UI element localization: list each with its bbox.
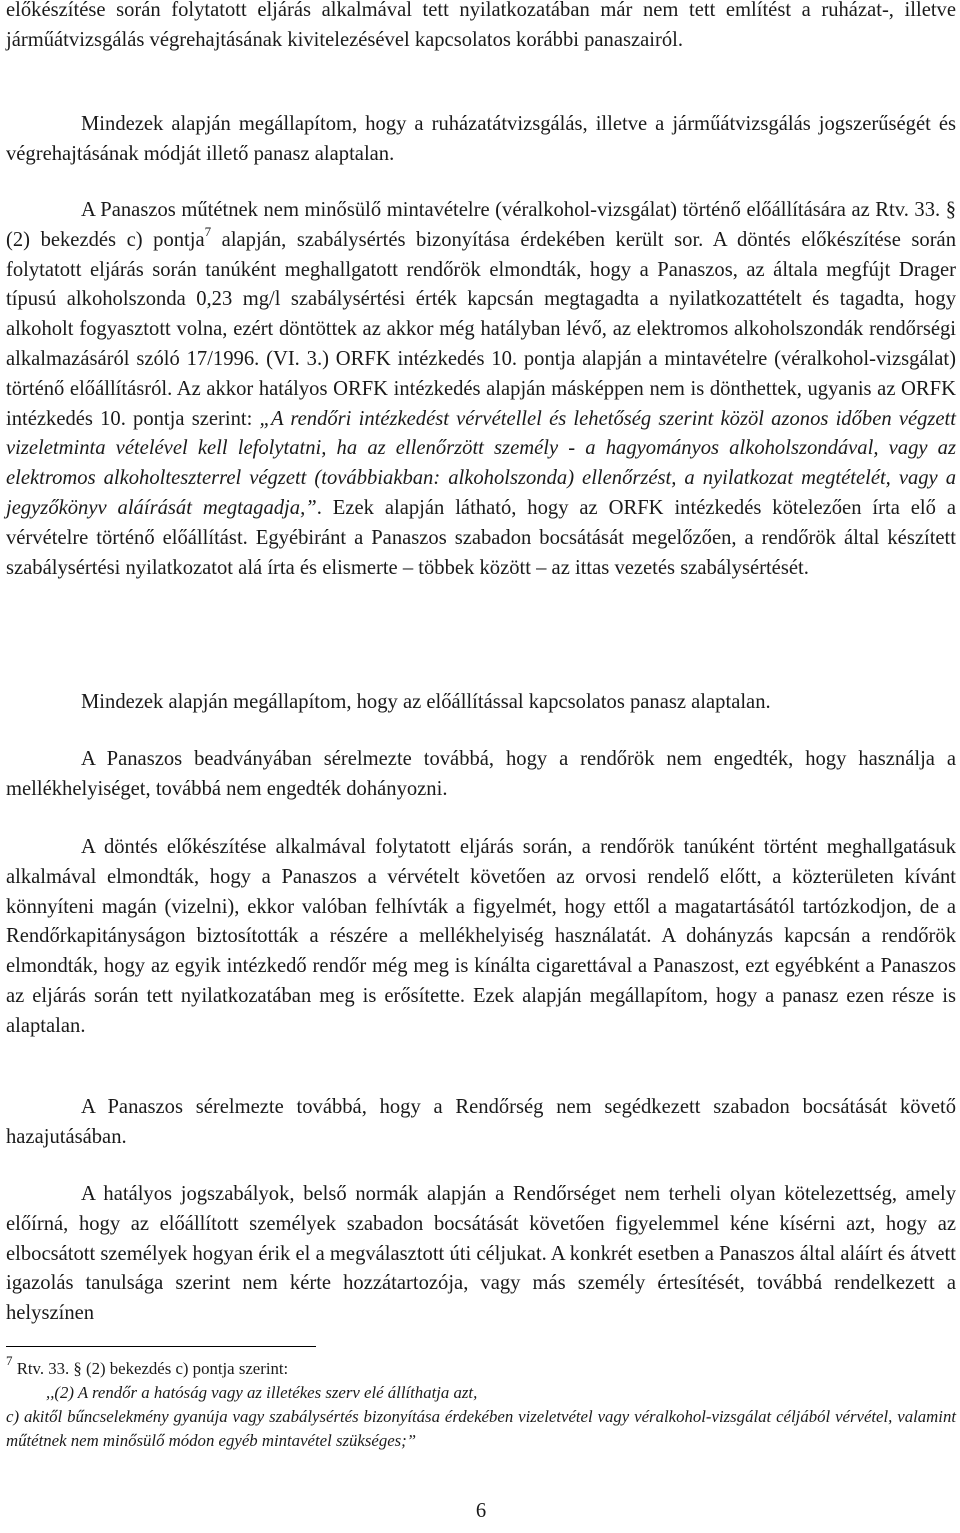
footnote-heading <box>6 1353 956 1381</box>
paragraph-restroom-complaint: A Panaszos beadványában sérelmezte továbbá, hogy a rendőrök nem engedték, hogy használja a mellékhelyiséget, továbbá nem engedték dohányozni. <box>6 748 956 800</box>
footnote-text: Rtv. 33. § (2) bekezdés c) pontja szerint: <box>12 1359 289 1378</box>
footnote-quote-text: ,,(2) A rendőr a hatóság vagy az illetékes szerv elé állíthatja azt, <box>46 1383 478 1402</box>
paragraph-text: . Ezek alapján látható, hogy az ORFK intézkedés kötelezően írta elő a vérvételre történő előállítást. Egyébiránt a Panaszos szabadon bocsátását megelőzően, a rendőrök által készített szabálysértési nyilatkozatot alá írta és elismerte – többek között – az ittas vezetés szabálysértését. <box>6 496 956 579</box>
paragraph-vehicle-search-conclusion: Mindezek alapján megállapítom, hogy a ruházatátvizsgálás, illetve a járműátvizsgálás jogszerűségét és végrehajtásának módját illető panasz alaptalan. <box>6 113 956 165</box>
footnote-quote-text: c) akitől bűncselekmény gyanúja vagy szabálysértés bizonyítása érdekében vizeletvétel vagy véralkohol-vizsgálat céljából vérvétel, valamint műtétnek nem minősülő módon egyéb mintavétel szükséges;” <box>6 1407 956 1450</box>
footnote-quote-line-2 <box>6 1405 956 1453</box>
paragraph-restroom-findings: A döntés előkészítése alkalmával folytatott eljárás során, a rendőrök tanúként történt meghallgatásuk alkalmával elmondták, hogy a Panaszos a vérvételt követően az orvosi rendelő előtt, a közterületen kívánt könnyíteni magán (vizelni), ekkor valóban felhívták a figyelmét, hogy ettől a magatartásától tartózkodjon, de a Rendőrkapitányságon biztosították a részére a mellékhelyiség használatát. A dohányzás kapcsán a rendőrök elmondták, hogy az egyik intézkedő rendőr még meg is kínálta cigarettával a Panaszost, ezt egyébként a Panaszos az eljárás során tett nyilatkozatában meg is erősítette. Ezek alapján megállapítom, hogy a panasz ezen része is alaptalan. <box>6 836 956 1037</box>
paragraph-detention-conclusion: Mindezek alapján megállapítom, hogy az előállítással kapcsolatos panasz alaptalan. <box>81 691 771 713</box>
footnote-quote-line-1 <box>46 1381 946 1405</box>
paragraph-continuation: előkészítése során folytatott eljárás alkalmával tett nyilatkozatában már nem tett említést a ruházat-, illetve járműátvizsgálás végrehajtásának kivitelezésével kapcsolatos korábbi panaszairól. <box>6 0 956 51</box>
paragraph-travel-complaint: A Panaszos sérelmezte továbbá, hogy a Rendőrség nem segédkezett szabadon bocsátását követő hazajutásában. <box>6 1096 956 1148</box>
footnote-marker: 7 <box>6 1353 13 1369</box>
paragraph-text: alapján, szabálysértés bizonyítása érdekében került sor. A döntés előkészítése során folytatott eljárás során tanúként meghallgatott rendőrök elmondták, hogy a Panaszos, az általa megfújt Drager típusú alkoholszonda 0,23 mg/l szabálysértési érték kapcsán megtagadta a nyilatkozattételt és tagadta, hogy alkoholt fogyasztott volna, ezért döntöttek az akkor még hatályban lévő, az elektromos alkoholszondák rendőrségi alkalmazásáról szóló 17/1996. (VI. 3.) ORFK intézkedés 10. pontja alapján a mintavételre (véralkohol-vizsgálat) történő előállításról. Az akkor hatályos ORFK intézkedés alapján másképpen nem is dönthettek, ugyanis az ORFK intézkedés 10. pontja szerint: <box>6 228 956 430</box>
paragraph-text: A Panaszos műtétnek nem minősülő mintavételre (véralkohol-vizsgálat) történő előállítására az Rtv. 33. § (2) bekezdés c) pontja <box>6 199 956 251</box>
quoted-regulation: „A rendőri intézkedést vérvétellel és lehetőség szerint közöl azonos időben végzett vizeletminta vételével kell lefolytatni, ha az ellenőrzött személy - a hagyományos alkoholszondával, vagy az elektromos alkoholteszterrel végzett (továbbiakban: alkoholszonda) ellenőrzést, a nyilatkozat megtételét, vagy a jegyzőkönyv aláírását megtagadja,” <box>6 407 957 519</box>
page-number: 6 <box>475 1500 487 1522</box>
footnote-reference: 7 <box>204 223 212 239</box>
paragraph-blood-test-detention <box>6 196 956 583</box>
footnote-divider <box>6 1346 316 1347</box>
paragraph-travel-findings: A hatályos jogszabályok, belső normák alapján a Rendőrséget nem terheli olyan kötelezettség, amely előírná, hogy az előállított személyek szabadon bocsátását követően figyelemmel kéne kísérni azt, hogy az elbocsátott személyek hogyan érik el a megválasztott úti céljukat. A konkrét esetben a Panaszos által aláírt és átvett igazolás tanulsága szerint nem kérte hozzátartozója, vagy más személy értesítését, továbbá rendelkezett a helyszínen <box>6 1183 956 1325</box>
